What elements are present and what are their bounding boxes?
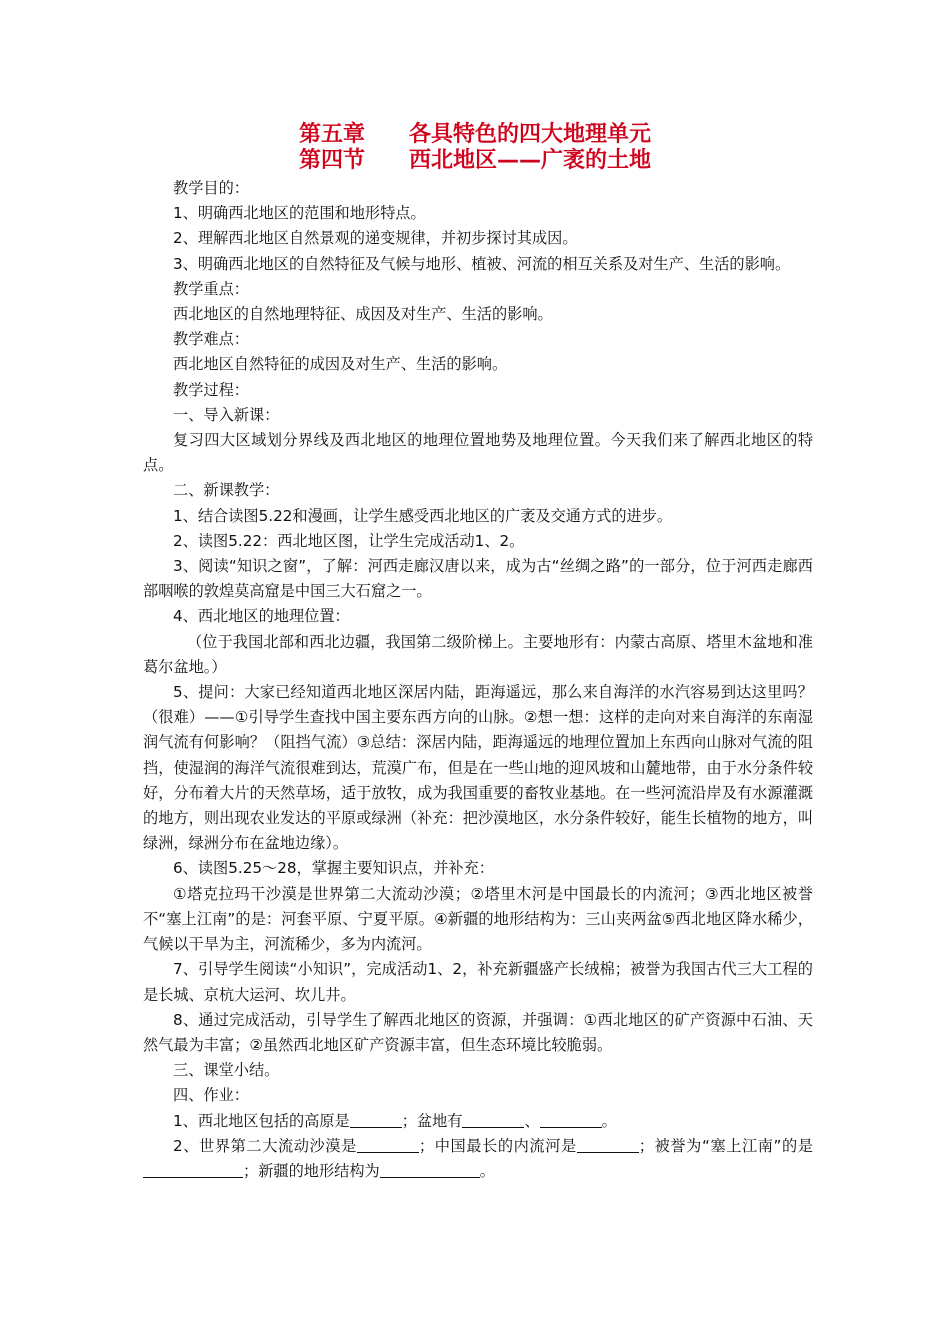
- text-line: 3、明确西北地区的自然特征及气候与地形、植被、河流的相互关系及对生产、生活的影响。: [173, 254, 791, 273]
- text-line: 6、读图5.25～28，掌握主要知识点，并补充：: [173, 859, 494, 878]
- text-line: 5、提问：大家已经知道西北地区深居内陆，距海遥远，那么来自海洋的水汽容易到达这里吗？（很难）——①引导学生查找中国主要东西方向的山脉。②想一想：这样的走向对来自海洋的东南湿润气流有何影响？（阻挡气流）③总结：深居内陆，距海遥远的地理位置加上东西向山脉对气流的阻挡，使湿润的海洋气流很难到达，荒漠广布，但是在一些山地的迎风坡和山麓地带，由于水分条件较好，分布着大片的天然草场，适于放牧，成为我国重要的畜牧业基地。在一些河流沿岸及有水源灌溉的地方，则出现农业发达的平原或绿洲（补充：把沙漠地区，水分条件较好，能生长植物的地方，叫绿洲，绿洲分布在盆地边缘）。: [143, 683, 813, 853]
- text-line: 一、导入新课：: [173, 405, 280, 424]
- question-text: 。: [601, 1111, 617, 1130]
- text-line: 2、理解西北地区自然景观的递变规律，并初步探讨其成因。: [173, 229, 578, 248]
- answer-blank[interactable]: [350, 1111, 402, 1128]
- answer-blank[interactable]: [540, 1111, 602, 1128]
- text-line: 教学难点：: [173, 330, 249, 349]
- question-text: ；新疆的地形结构为: [243, 1161, 380, 1180]
- homework-question-2: [143, 1134, 813, 1184]
- answer-blank[interactable]: [577, 1136, 639, 1153]
- text-line: 3、阅读“知识之窗”，了解：河西走廊汉唐以来，成为古“丝绸之路”的一部分，位于河西走廊西部咽喉的敦煌莫高窟是中国三大石窟之一。: [143, 557, 813, 601]
- text-line: 4、西北地区的地理位置：: [173, 607, 350, 626]
- text-line: 二、新课教学：: [173, 481, 280, 500]
- section-title: 第四节 西北地区——广袤的土地: [298, 148, 651, 173]
- question-text: 1、西北地区包括的高原是: [173, 1111, 350, 1130]
- text-line: 四、作业：: [173, 1086, 249, 1105]
- homework-question-1: [143, 1109, 813, 1134]
- text-line: （位于我国北部和西北边疆，我国第二级阶梯上。主要地形有：内蒙古高原、塔里木盆地和准葛尔盆地。）: [143, 632, 813, 676]
- question-text: 、: [524, 1111, 540, 1130]
- text-line: 教学目的：: [173, 179, 249, 197]
- answer-blank[interactable]: [380, 1161, 480, 1178]
- text-line: 西北地区的自然地理特征、成因及对生产、生活的影响。: [173, 305, 553, 324]
- text-line: 教学过程：: [173, 380, 249, 399]
- text-line: 复习四大区域划分界线及西北地区的地理位置地势及地理位置。今天我们来了解西北地区的特点。: [143, 431, 813, 475]
- answer-blank[interactable]: [357, 1136, 419, 1153]
- text-line: ①塔克拉玛干沙漠是世界第二大流动沙漠；②塔里木河是中国最长的内流河；③西北地区被誉不“塞上江南”的是：河套平原、宁夏平原。④新疆的地形结构为：三山夹两盆⑤西北地区降水稀少，气候以干旱为主，河流稀少，多为内流河。: [143, 884, 813, 954]
- text-line: 1、结合读图5.22和漫画，让学生感受西北地区的广袤及交通方式的进步。: [173, 506, 673, 525]
- text-line: 西北地区自然特征的成因及对生产、生活的影响。: [173, 355, 508, 374]
- answer-blank[interactable]: [143, 1161, 243, 1178]
- text-line: 2、读图5.22：西北地区图，让学生完成活动1、2。: [173, 531, 525, 550]
- question-text: 2、世界第二大流动沙漠是: [173, 1136, 357, 1155]
- question-text: ；中国最长的内流河是: [418, 1136, 577, 1155]
- text-line: 教学重点：: [173, 279, 249, 298]
- text-line: 8、通过完成活动，引导学生了解西北地区的资源，并强调：①西北地区的矿产资源中石油、天然气最为丰富；②虽然西北地区矿产资源丰富，但生态环境比较脆弱。: [143, 1010, 813, 1054]
- lesson-body: [143, 176, 813, 1184]
- question-text: ；被誉为“塞上江南”的是: [638, 1136, 813, 1155]
- question-text: ；盆地有: [401, 1111, 463, 1130]
- text-line: 1、明确西北地区的范围和地形特点。: [173, 204, 426, 223]
- answer-blank[interactable]: [462, 1111, 524, 1128]
- chapter-title: 第五章 各具特色的四大地理单元: [298, 122, 651, 147]
- question-text: 。: [479, 1161, 495, 1180]
- text-line: 三、课堂小结。: [173, 1061, 280, 1080]
- text-line: 7、引导学生阅读“小知识”，完成活动1、2，补充新疆盛产长绒棉；被誉为我国古代三大工程的是长城、京杭大运河、坎儿井。: [143, 960, 813, 1004]
